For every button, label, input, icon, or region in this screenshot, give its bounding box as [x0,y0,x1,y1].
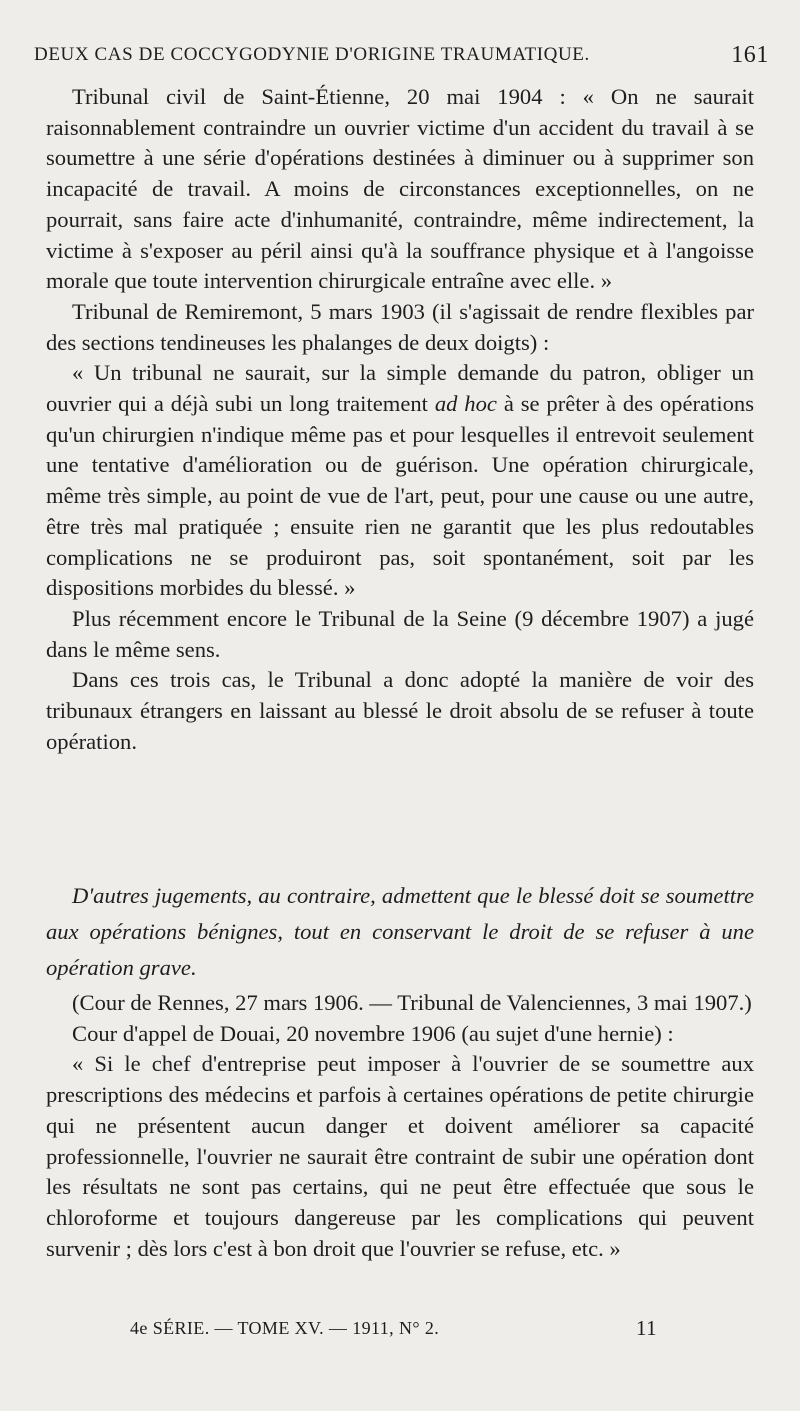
paragraph-saint-etienne: Tribunal civil de Saint-Étienne, 20 mai 1904 : « On ne saurait raisonnablement contraindre un ouvrier victime d'un accident du travail à se soumettre à une série d'opérations destinées à diminuer ou à supprimer son incapacité de travail. A moins de circonstances exceptionnelles, on ne pourrait, sans faire acte d'inhumanité, contraindre, même indirectement, la victime à s'exposer au péril ainsi qu'à la souffrance physique et à l'angoisse morale que toute intervention chirurgicale entraîne avec elle. » [46,84,754,294]
text-block-1 [46,82,754,757]
paragraph-douai-quote: « Si le chef d'entreprise peut imposer à l'ouvrier de se soumettre aux prescriptions des médecins et parfois à certaines opérations de petite chirurgie qui ne présentent aucun danger et doivent améliorer sa capacité professionnelle, l'ouvrier ne saurait être contraint de subir une opération dont les résultats ne sont pas certains, qui ne peut être effectuée que sous le chloroforme et toujours dangereuse par les complications qui peuvent survenir ; dès lors c'est à bon droit que l'ouvrier se refuse, etc. » [46,1051,754,1261]
latin-term: ad hoc [434,391,497,417]
paragraph-seine: Plus récemment encore le Tribunal de la Seine (9 décembre 1907) a jugé dans le même sens. [46,605,754,662]
page-number: 161 [731,42,769,68]
footer-signature [0,1318,800,1348]
running-title: DEUX CAS DE COCCYGODYNIE D'ORIGINE TRAUMATIQUE. [34,44,590,65]
running-head [34,38,769,72]
paragraph-rennes: (Cour de Rennes, 27 mars 1906. — Tribunal de Valenciennes, 3 mai 1907.) [72,990,752,1015]
italic-thesis [46,878,754,986]
series-volume-line: 4e SÉRIE. — TOME XV. — 1911, N° 2. [130,1318,440,1338]
paragraph-remiremont-quote [46,358,754,604]
paragraph-remiremont: Tribunal de Remiremont, 5 mars 1903 (il s'agissait de rendre flexibles par des sections tendineuses les phalanges de deux doigts) : [46,298,754,355]
italic-thesis-text: D'autres jugements, au contraire, admettent que le blessé doit se soumettre aux opérations bénignes, tout en conservant le droit de se refuser à une opération grave. [46,883,754,980]
quote-text-start: « Un tribunal ne saurait, sur la simple demande du patron, obliger un ouvrier qui a déjà subi un long traitement [46,360,754,417]
paragraph-douai: Cour d'appel de Douai, 20 novembre 1906 (au sujet d'une hernie) : [72,1020,674,1046]
text-block-2 [46,988,754,1264]
quote-text-end: à se prêter à des opérations qu'un chirurgien n'indique même pas et pour lesquelles il entrevoit seulement une tentative d'amélioration ou de guérison. Une opération chirurgicale, même très simple, au point de vue de l'art, peut, pour une cause ou une autre, être très mal pratiquée ; ensuite rien ne garantit que les plus redoutables complications ne se produiront pas, soit spontanément, soit par les dispositions morbides du blessé. » [46,391,754,601]
paragraph-three-cases: Dans ces trois cas, le Tribunal a donc adopté la manière de voir des tribunaux étrangers en laissant au blessé le droit absolu de se refuser à toute opération. [46,667,754,754]
sheet-number: 11 [636,1316,658,1340]
